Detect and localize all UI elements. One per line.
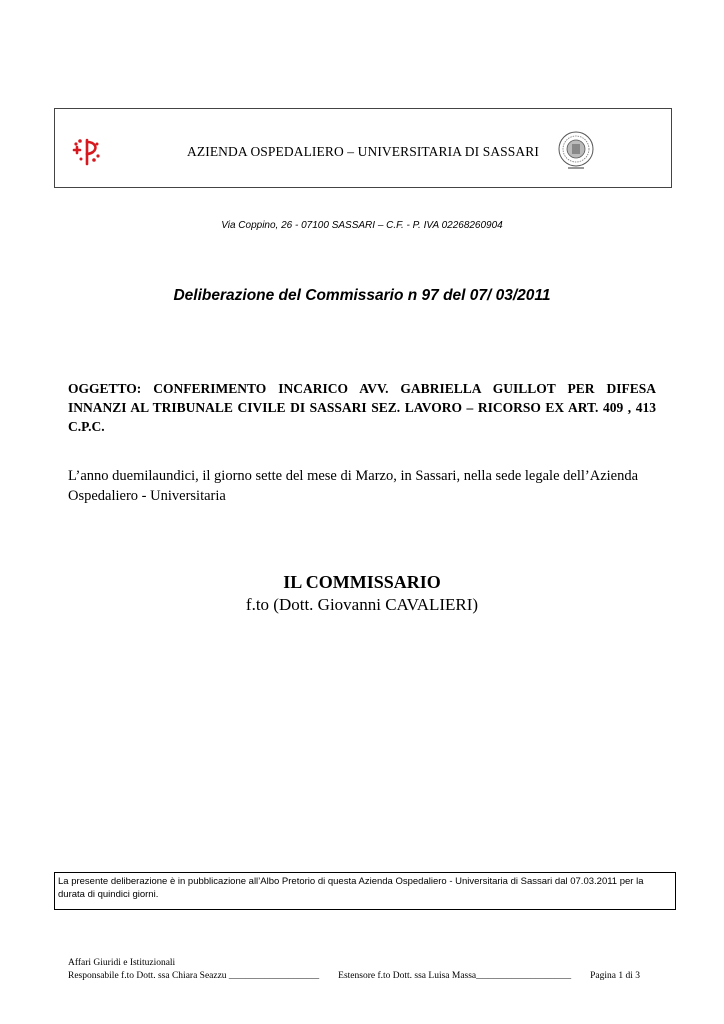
address-line: Via Coppino, 26 - 07100 SASSARI – C.F. - P. IVA 02268260904 [221,220,503,231]
footer-responsible: Responsabile f.to Dott. ssa Chiara Seazzu ___________________ [68,971,320,981]
university-seal-icon [555,129,597,171]
commissioner-name: f.to (Dott. Giovanni CAVALIERI) [245,595,479,614]
subject-label: OGGETTO [68,381,137,396]
subject-text: CONFERIMENTO INCARICO AVV. GABRIELLA GUILLOT PER DIFESA INNANZI AL TRIBUNALE CIVILE DI SASSARI SEZ. LAVORO – RICORSO EX ART. 409 , 413 C.P.C. [68,381,656,434]
intro-paragraph: L’anno duemilaundici, il giorno sette del mese di Marzo, in Sassari, nella sede legale dell’Azienda Ospedaliero - Universitaria [68,468,639,504]
subject-separator: : [136,381,154,396]
publication-notice: La presente deliberazione è in pubblicazione all’Albo Pretorio di questa Azienda Ospedaliero - Universitaria di Sassari dal 07.03.2011 per la durata di quindici giorni. [54,872,676,910]
letterhead-box [54,108,672,188]
footer-department: Affari Giuridi e Istituzionali [68,958,176,968]
footer-signature-line [68,970,640,983]
footer-drafter: Estensore f.to Dott. ssa Luisa Massa____________________ [338,971,572,981]
commissioner-role: IL COMMISSARIO [283,572,441,592]
organization-name: AZIENDA OSPEDALIERO – UNIVERSITARIA DI SASSARI [187,144,539,159]
footer-page-number: Pagina 1 di 3 [590,971,640,981]
commissioner-signature [0,570,724,616]
page-footer [68,957,640,983]
subject-block [68,379,656,436]
deliberation-title: Deliberazione del Commissario n 97 del 07/ 03/2011 [173,287,551,304]
